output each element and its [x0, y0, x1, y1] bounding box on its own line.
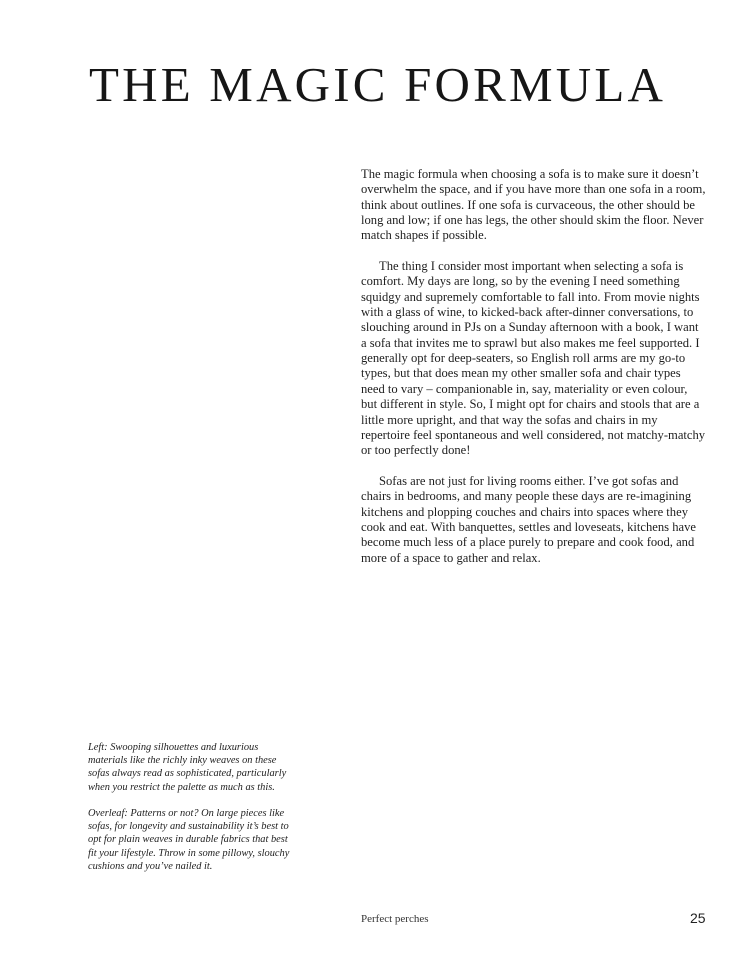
- caption-overleaf: Overleaf: Patterns or not? On large pieces like sofas, for longevity and sustainability it’s best to opt for plain weaves in durable fabrics that best fit your lifestyle. Throw in some pillowy, slouchy cushions and you’ve nailed it.: [88, 808, 290, 872]
- running-footer: Perfect perches: [361, 913, 429, 925]
- body-paragraph-1: The magic formula when choosing a sofa is to make sure it doesn’t overwhelm the space, and if you have more than one sofa in a room, think about outlines. If one sofa is curvaceous, the other should be long and low; if one has legs, the other should skim the floor. Never match shapes if possible.: [361, 167, 706, 243]
- image-captions: [88, 741, 298, 886]
- body-paragraph-3: Sofas are not just for living rooms either. I’ve got sofas and chairs in bedrooms, and many people these days are re-imagining kitchens and plopping couches and chairs into spaces where they cook and eat. With banquettes, settles and loveseats, kitchens have become much less of a place purely to prepare and cook food, and more of a space to gather and relax.: [361, 473, 696, 565]
- body-text: [361, 167, 706, 581]
- page-title: THE MAGIC FORMULA: [89, 57, 667, 112]
- caption-left: Left: Swooping silhouettes and luxurious materials like the richly inky weaves on these sofas always read as sophisticated, particularly when you restrict the palette as much as this.: [88, 742, 287, 793]
- page-number: 25: [690, 910, 706, 926]
- body-paragraph-2: The thing I consider most important when selecting a sofa is comfort. My days are long, so by the evening I need something squidgy and supremely comfortable to fall into. From movie nights with a glass of wine, to kicked-back after-dinner conversations, to slouching around in PJs on a Sunday afternoon with a book, I want a sofa that invites me to sprawl but also makes me feel supported. I generally opt for deep-seaters, so English roll arms are my go-to types, but that does mean my other smaller sofa and chair types need to vary – companionable in, say, materiality or even colour, but different in style. So, I might opt for chairs and stools that are a little more upright, and that way the sofas and chairs in my repertoire feel spontaneous and well considered, not matchy-matchy or too perfectly done!: [361, 259, 706, 458]
